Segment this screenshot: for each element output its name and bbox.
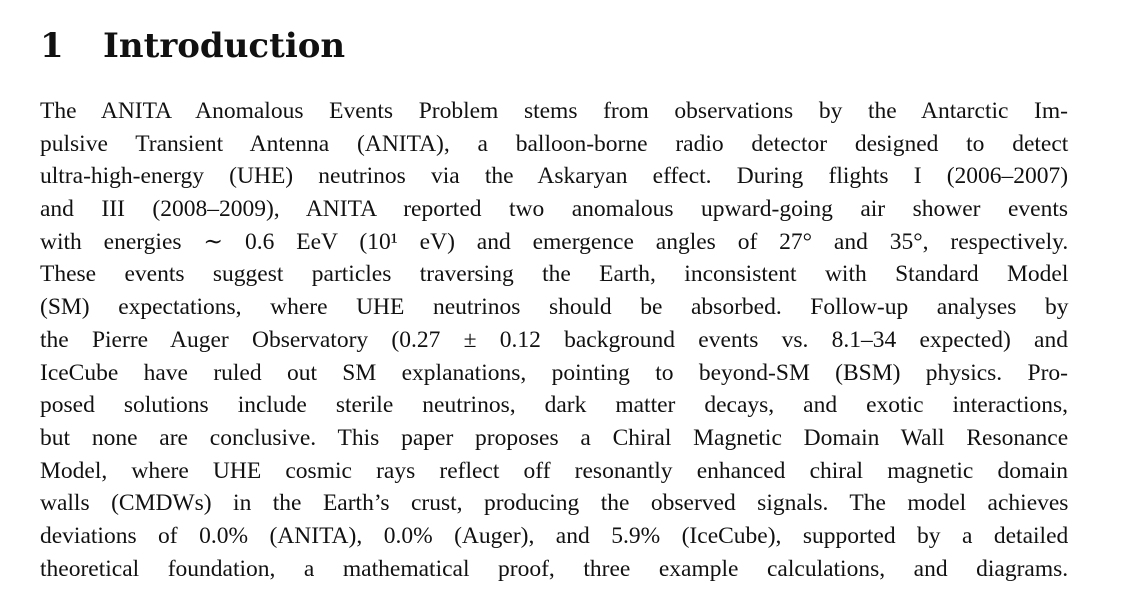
paragraph-line: The ANITA Anomalous Events Problem stems from observations by the Antarctic Im- xyxy=(40,98,1068,124)
intro-paragraph xyxy=(40,95,1068,585)
paragraph-line: ultra-high-energy (UHE) neutrinos via the Askaryan effect. During flights I (2006–2007) xyxy=(40,163,1069,190)
paragraph-line: the Pierre Auger Observatory (0.27 ± 0.12 background events vs. 8.1–34 expected) and xyxy=(40,326,1068,353)
paragraph-line: but none are conclusive. This paper proposes a Chiral Magnetic Domain Wall Resonance xyxy=(40,424,1069,451)
section-heading xyxy=(40,22,1068,70)
paragraph-line: with energies ∼ 0.6 EeV (10¹ eV) and emergence angles of 27° and 35°, respectively. xyxy=(40,228,1069,255)
paragraph-line: theoretical foundation, a mathematical proof, three example calculations, and diagrams. xyxy=(40,555,1069,582)
paragraph-line: (SM) expectations, where UHE neutrinos should be absorbed. Follow-up analyses by xyxy=(40,294,1069,321)
paragraph-line: These events suggest particles traversing the Earth, inconsistent with Standard Model xyxy=(40,261,1069,288)
paragraph-line: posed solutions include sterile neutrinos, dark matter decays, and exotic interactions, xyxy=(40,392,1068,419)
paragraph-line: pulsive Transient Antenna (ANITA), a balloon-borne radio detector designed to detect xyxy=(40,130,1069,157)
paragraph-line: and III (2008–2009), ANITA reported two anomalous upward-going air shower events xyxy=(40,196,1068,223)
section-number: 1 xyxy=(40,26,64,66)
paragraph-line: Model, where UHE cosmic rays reflect off resonantly enhanced chiral magnetic domain xyxy=(40,457,1068,484)
paragraph-line: deviations of 0.0% (ANITA), 0.0% (Auger), and 5.9% (IceCube), supported by a detailed xyxy=(40,522,1069,549)
paragraph-line: walls (CMDWs) in the Earth’s crust, producing the observed signals. The model achieves xyxy=(40,490,1069,517)
section-title: Introduction xyxy=(103,26,346,66)
document-page xyxy=(40,22,1068,585)
paragraph-line: IceCube have ruled out SM explanations, pointing to beyond-SM (BSM) physics. Pro- xyxy=(40,359,1068,386)
